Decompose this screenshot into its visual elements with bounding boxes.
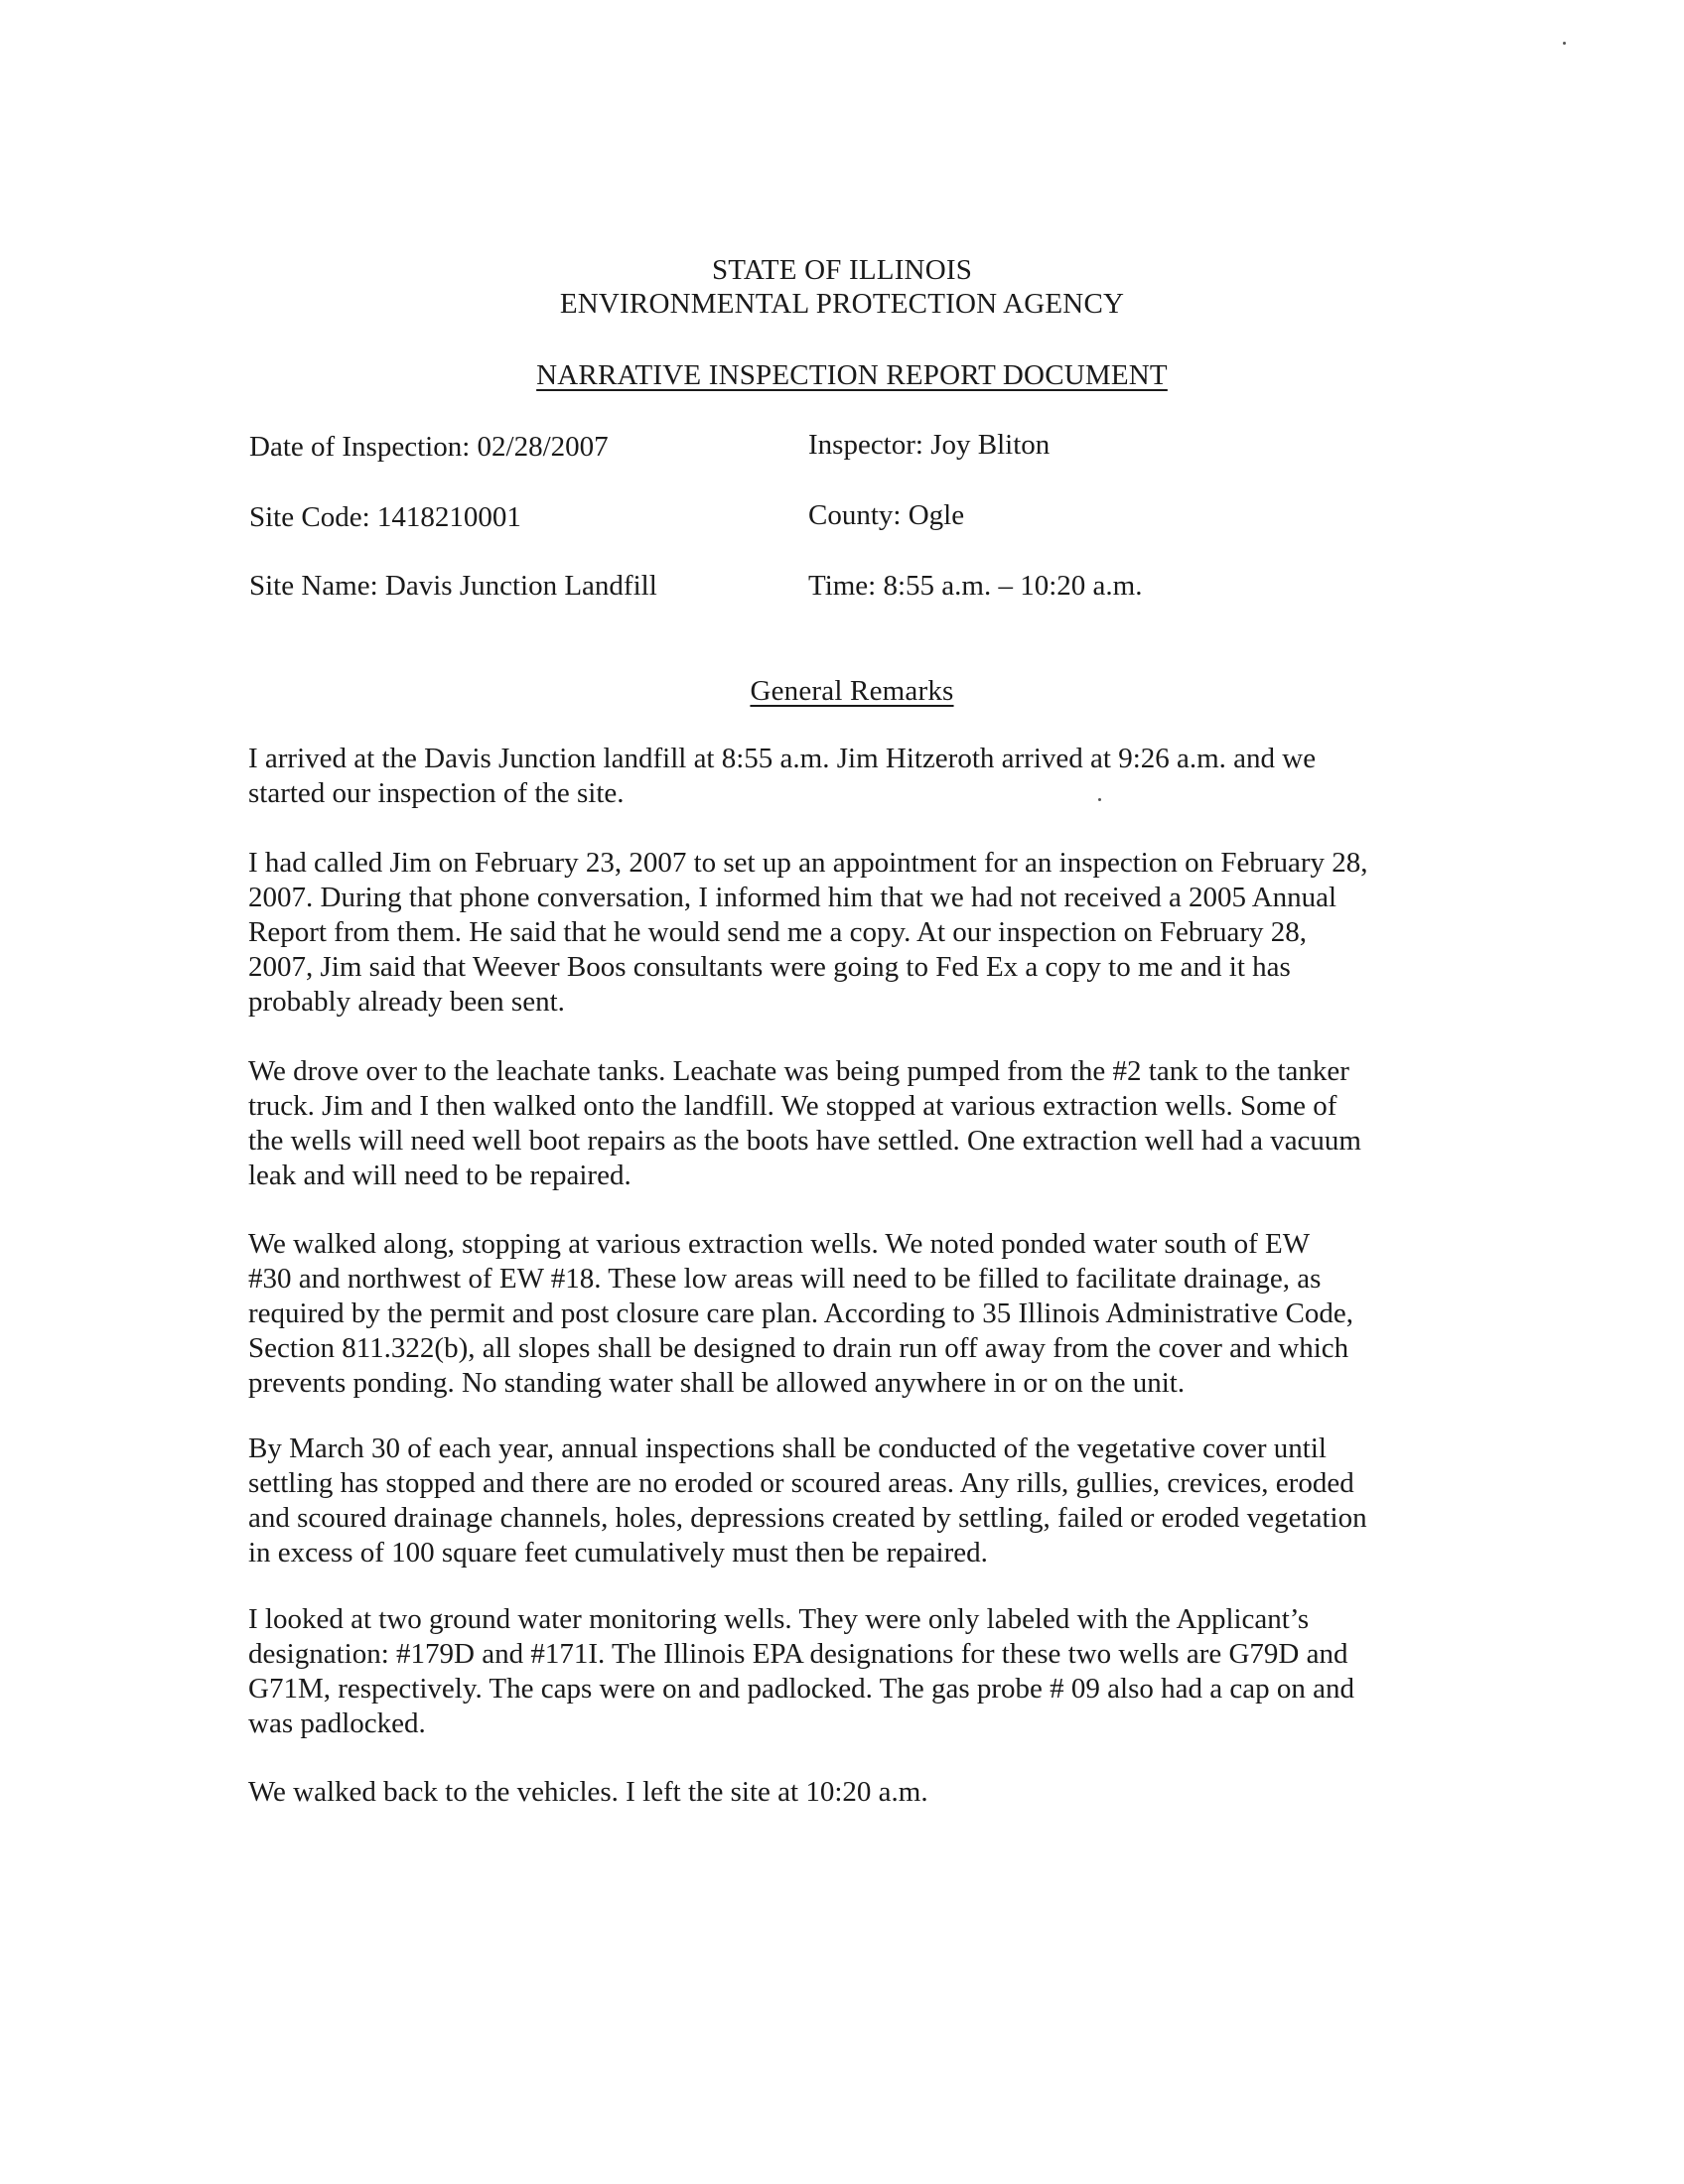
paragraph-line: required by the permit and post closure care plan. According to 35 Illinois Administrative Code, — [248, 1297, 1354, 1329]
paragraph-line: designation: #179D and #171I. The Illinois EPA designations for these two wells are G79D and — [248, 1638, 1348, 1670]
scan-speck — [1563, 42, 1566, 45]
county: County: Ogle — [808, 499, 965, 531]
paragraph-line: prevents ponding. No standing water shall be allowed anywhere in or on the unit. — [248, 1367, 1186, 1399]
remarks-paragraph-6 — [248, 1602, 1460, 1741]
paragraph-line: I arrived at the Davis Junction landfill at 8:55 a.m. Jim Hitzeroth arrived at 9:26 a.m. and we — [248, 743, 1317, 774]
remarks-paragraph-3 — [248, 1054, 1460, 1193]
remarks-paragraph-7 — [248, 1775, 1460, 1810]
paragraph-line: 2007, Jim said that Weever Boos consultants were going to Fed Ex a copy to me and it has — [248, 951, 1291, 983]
inspection-time: Time: 8:55 a.m. – 10:20 a.m. — [808, 570, 1143, 602]
site-code: Site Code: 1418210001 — [249, 501, 521, 533]
paragraph-line: probably already been sent. — [248, 986, 565, 1018]
paragraph-line: leak and will need to be repaired. — [248, 1160, 632, 1191]
remarks-paragraph-4 — [248, 1227, 1460, 1401]
document-title: NARRATIVE INSPECTION REPORT DOCUMENT — [536, 359, 1168, 391]
general-remarks-heading: General Remarks — [750, 675, 954, 707]
header-state: STATE OF ILLINOIS — [711, 254, 973, 286]
paragraph-line: was padlocked. — [248, 1707, 426, 1739]
paragraph-line: and scoured drainage channels, holes, depressions created by settling, failed or eroded vegetation — [248, 1502, 1367, 1534]
paragraph-line: truck. Jim and I then walked onto the landfill. We stopped at various extraction wells. Some of — [248, 1090, 1337, 1122]
paragraph-line: We walked back to the vehicles. I left the site at 10:20 a.m. — [248, 1776, 928, 1808]
paragraph-line: We walked along, stopping at various extraction wells. We noted ponded water south of EW — [248, 1228, 1311, 1260]
paragraph-line: I had called Jim on February 23, 2007 to set up an appointment for an inspection on February 28, — [248, 847, 1368, 879]
inspector: Inspector: Joy Bliton — [808, 429, 1051, 461]
paragraph-line: in excess of 100 square feet cumulatively must then be repaired. — [248, 1537, 988, 1569]
paragraph-line: #30 and northwest of EW #18. These low areas will need to be filled to facilitate drainage, as — [248, 1263, 1322, 1295]
paragraph-line: Report from them. He said that he would send me a copy. At our inspection on February 28, — [248, 916, 1308, 948]
date-of-inspection: Date of Inspection: 02/28/2007 — [249, 431, 609, 463]
remarks-paragraph-1 — [248, 742, 1460, 811]
paragraph-line: I looked at two ground water monitoring wells. They were only labeled with the Applicant’s — [248, 1603, 1310, 1635]
paragraph-line: By March 30 of each year, annual inspections shall be conducted of the vegetative cover until — [248, 1433, 1327, 1464]
paragraph-line: G71M, respectively. The caps were on and padlocked. The gas probe # 09 also had a cap on and — [248, 1673, 1354, 1705]
paragraph-line: settling has stopped and there are no eroded or scoured areas. Any rills, gullies, crevices, eroded — [248, 1467, 1354, 1499]
header-agency: ENVIRONMENTAL PROTECTION AGENCY — [559, 288, 1125, 320]
paragraph-line: the wells will need well boot repairs as the boots have settled. One extraction well had a vacuum — [248, 1125, 1361, 1157]
site-name: Site Name: Davis Junction Landfill — [249, 570, 657, 602]
remarks-paragraph-2 — [248, 846, 1460, 1020]
paragraph-line: We drove over to the leachate tanks. Leachate was being pumped from the #2 tank to the tanker — [248, 1055, 1349, 1087]
paragraph-line: Section 811.322(b), all slopes shall be designed to drain run off away from the cover and which — [248, 1332, 1349, 1364]
paragraph-line: 2007. During that phone conversation, I informed him that we had not received a 2005 Annual — [248, 882, 1337, 913]
paragraph-line: started our inspection of the site. — [248, 777, 625, 809]
remarks-paragraph-5 — [248, 1432, 1460, 1570]
